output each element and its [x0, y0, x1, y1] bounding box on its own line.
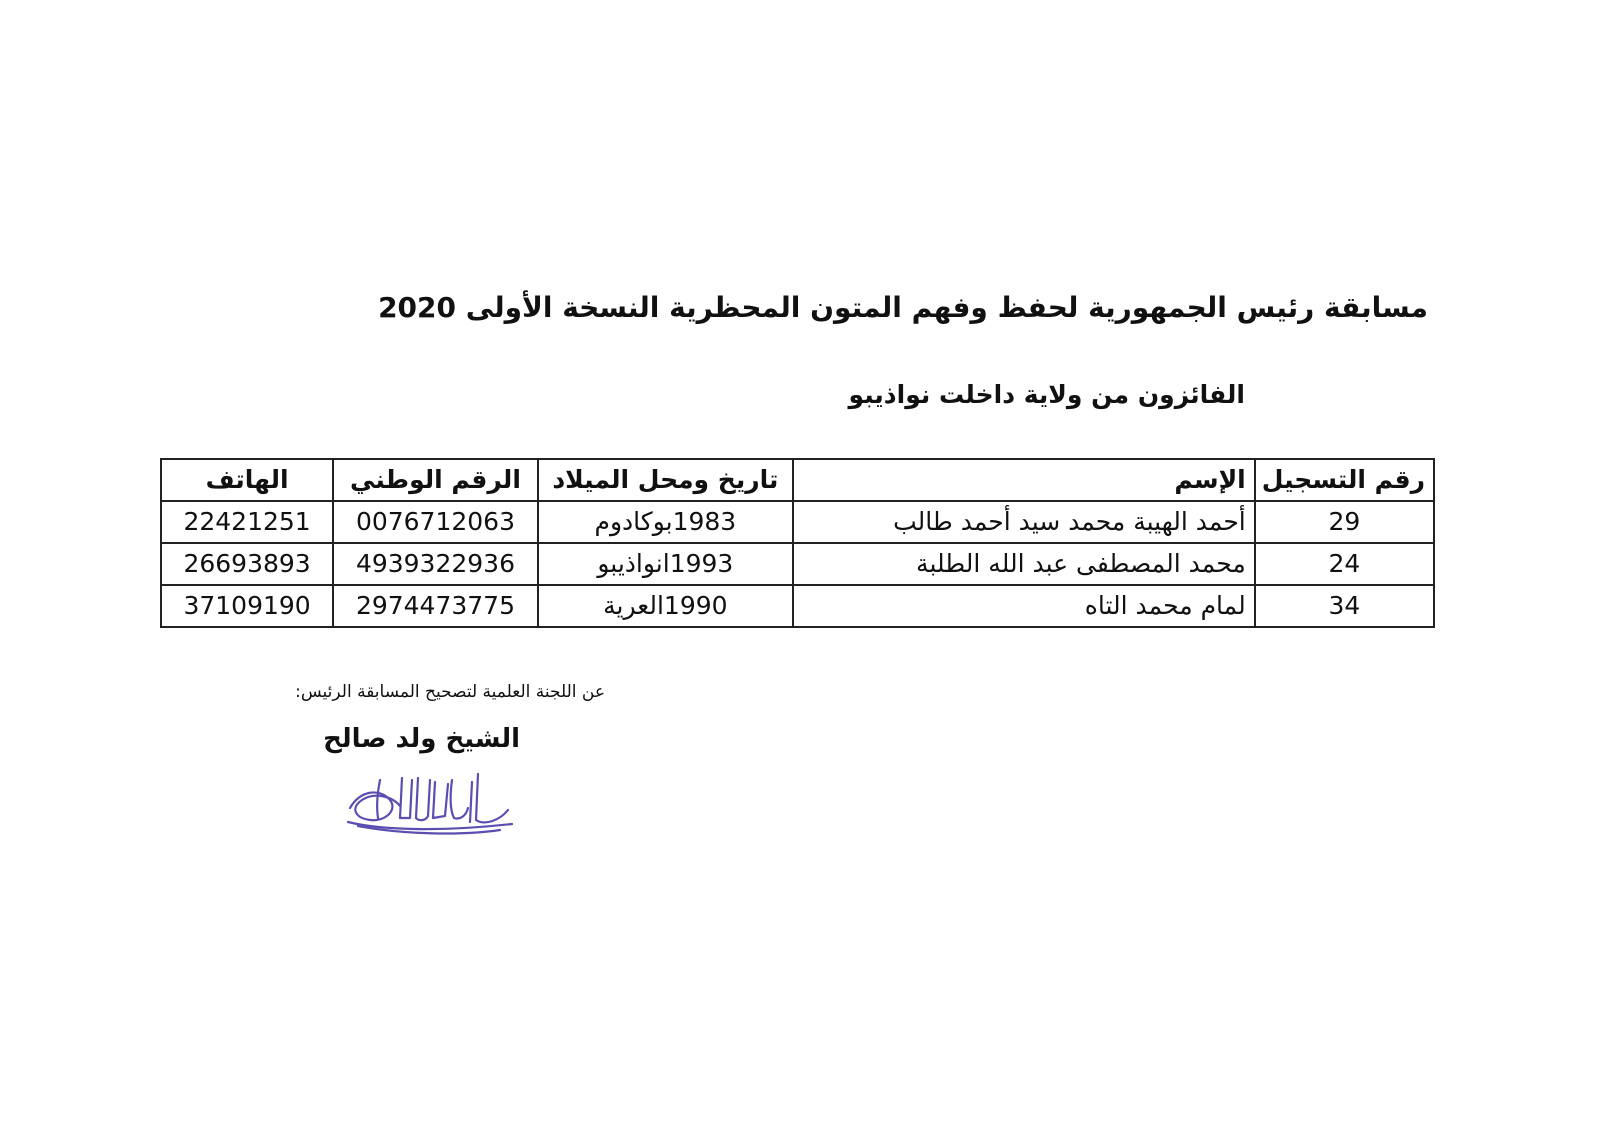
cell-name: أحمد الهيبة محمد سيد أحمد طالب — [793, 501, 1255, 543]
handwritten-signature — [340, 760, 520, 840]
cell-phone: 37109190 — [161, 585, 333, 627]
cell-birth: 1983بوكادوم — [538, 501, 793, 543]
cell-name: لمام محمد التاه — [793, 585, 1255, 627]
header-name: الإسم — [793, 459, 1255, 501]
table-row — [161, 543, 1434, 585]
table-header-row — [161, 459, 1434, 501]
cell-registration-number: 34 — [1255, 585, 1434, 627]
cell-national-id: 0076712063 — [333, 501, 538, 543]
page-title: مسابقة رئيس الجمهورية لحفظ وفهم المتون المحظرية النسخة الأولى 2020 — [378, 291, 1428, 324]
cell-registration-number: 29 — [1255, 501, 1434, 543]
cell-phone: 26693893 — [161, 543, 333, 585]
header-birth: تاريخ ومحل الميلاد — [538, 459, 793, 501]
header-national-id: الرقم الوطني — [333, 459, 538, 501]
cell-national-id: 4939322936 — [333, 543, 538, 585]
cell-birth: 1993انواذيبو — [538, 543, 793, 585]
table-row — [161, 501, 1434, 543]
header-registration-number: رقم التسجيل — [1255, 459, 1434, 501]
cell-name: محمد المصطفى عبد الله الطلبة — [793, 543, 1255, 585]
page-subtitle: الفائزون من ولاية داخلت نواذيبو — [848, 380, 1245, 409]
cell-registration-number: 24 — [1255, 543, 1434, 585]
winners-table — [160, 458, 1435, 628]
header-phone: الهاتف — [161, 459, 333, 501]
committee-line: عن اللجنة العلمية لتصحيح المسابقة الرئيس: — [295, 682, 605, 702]
cell-birth: 1990العرية — [538, 585, 793, 627]
table-row — [161, 585, 1434, 627]
chairman-name: الشيخ ولد صالح — [323, 724, 520, 754]
cell-national-id: 2974473775 — [333, 585, 538, 627]
cell-phone: 22421251 — [161, 501, 333, 543]
